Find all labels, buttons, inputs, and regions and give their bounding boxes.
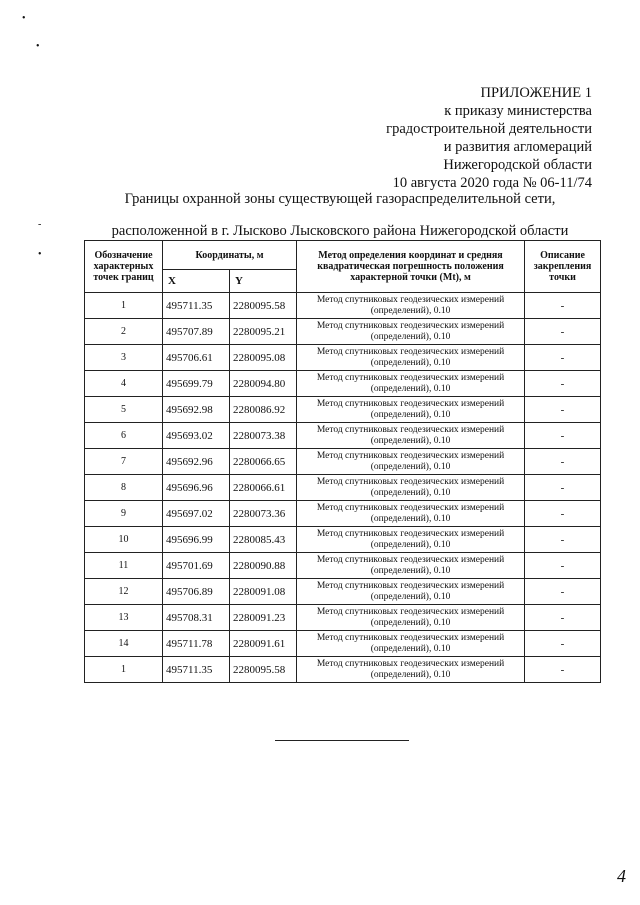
y-cell: 2280066.65: [230, 449, 297, 475]
method-cell: Метод спутниковых геодезических измерений (определений), 0.10: [297, 501, 525, 527]
table-row: [85, 371, 601, 397]
y-cell: 2280066.61: [230, 475, 297, 501]
header-y: Y: [230, 270, 297, 293]
point-cell: 11: [85, 553, 163, 579]
table-row: [85, 345, 601, 371]
x-cell: 495711.35: [163, 657, 230, 683]
point-cell: 1: [85, 657, 163, 683]
y-cell: 2280095.21: [230, 319, 297, 345]
x-cell: 495696.96: [163, 475, 230, 501]
y-cell: 2280091.23: [230, 605, 297, 631]
fixing-cell: -: [525, 527, 601, 553]
x-cell: 495693.02: [163, 423, 230, 449]
header-fixing: Описание закрепления точки: [525, 241, 601, 293]
x-cell: 495706.89: [163, 579, 230, 605]
method-cell: Метод спутниковых геодезических измерений (определений), 0.10: [297, 475, 525, 501]
appendix-line: ПРИЛОЖЕНИЕ 1: [480, 85, 592, 101]
appendix-line: градостроительной деятельности: [386, 121, 592, 137]
x-cell: 495699.79: [163, 371, 230, 397]
x-cell: 495701.69: [163, 553, 230, 579]
point-cell: 12: [85, 579, 163, 605]
y-cell: 2280095.08: [230, 345, 297, 371]
fixing-cell: -: [525, 501, 601, 527]
fixing-cell: -: [525, 579, 601, 605]
x-cell: 495706.61: [163, 345, 230, 371]
x-cell: 495707.89: [163, 319, 230, 345]
point-cell: 8: [85, 475, 163, 501]
x-cell: 495711.35: [163, 293, 230, 319]
method-cell: Метод спутниковых геодезических измерений (определений), 0.10: [297, 657, 525, 683]
fixing-cell: -: [525, 657, 601, 683]
fixing-cell: -: [525, 631, 601, 657]
table-row: [85, 449, 601, 475]
fixing-cell: -: [525, 475, 601, 501]
table-row: [85, 605, 601, 631]
scan-dot: -: [38, 219, 42, 230]
header-designation: Обозначение характерных точек границ: [85, 241, 163, 293]
appendix-line: Нижегородской области: [443, 157, 592, 173]
table-row: [85, 579, 601, 605]
coordinates-table: [84, 240, 601, 683]
x-cell: 495692.98: [163, 397, 230, 423]
header-method: Метод определения координат и средняя квадратическая погрешность положения характерной точки (Mt), м: [297, 241, 525, 293]
point-cell: 7: [85, 449, 163, 475]
fixing-cell: -: [525, 449, 601, 475]
method-cell: Метод спутниковых геодезических измерений (определений), 0.10: [297, 293, 525, 319]
method-cell: Метод спутниковых геодезических измерений (определений), 0.10: [297, 579, 525, 605]
point-cell: 14: [85, 631, 163, 657]
y-cell: 2280091.61: [230, 631, 297, 657]
title-line: расположенной в г. Лысково Лысковского района Нижегородской области: [111, 223, 569, 239]
y-cell: 2280090.88: [230, 553, 297, 579]
fixing-cell: -: [525, 553, 601, 579]
fixing-cell: -: [525, 605, 601, 631]
point-cell: 5: [85, 397, 163, 423]
point-cell: 4: [85, 371, 163, 397]
method-cell: Метод спутниковых геодезических измерений (определений), 0.10: [297, 553, 525, 579]
x-cell: 495711.78: [163, 631, 230, 657]
method-cell: Метод спутниковых геодезических измерений (определений), 0.10: [297, 605, 525, 631]
table-row: [85, 397, 601, 423]
method-cell: Метод спутниковых геодезических измерений (определений), 0.10: [297, 631, 525, 657]
header-x: X: [163, 270, 230, 293]
document-title: [60, 190, 620, 240]
appendix-line: к приказу министерства: [444, 103, 592, 119]
point-cell: 13: [85, 605, 163, 631]
scan-dot: •: [22, 13, 26, 24]
y-cell: 2280095.58: [230, 293, 297, 319]
method-cell: Метод спутниковых геодезических измерений (определений), 0.10: [297, 449, 525, 475]
title-line: Границы охранной зоны существующей газораспределительной сети,: [124, 191, 556, 207]
page-mark: 4: [617, 866, 626, 886]
table-body: [85, 293, 601, 683]
fixing-cell: -: [525, 345, 601, 371]
table-row: [85, 501, 601, 527]
y-cell: 2280094.80: [230, 371, 297, 397]
appendix-header: [386, 84, 592, 192]
fixing-cell: -: [525, 319, 601, 345]
fixing-cell: -: [525, 293, 601, 319]
scan-dot: •: [38, 249, 42, 260]
y-cell: 2280073.38: [230, 423, 297, 449]
y-cell: 2280091.08: [230, 579, 297, 605]
point-cell: 2: [85, 319, 163, 345]
x-cell: 495697.02: [163, 501, 230, 527]
table-row: [85, 553, 601, 579]
table-row: [85, 293, 601, 319]
y-cell: 2280085.43: [230, 527, 297, 553]
method-cell: Метод спутниковых геодезических измерений (определений), 0.10: [297, 371, 525, 397]
scan-dot: •: [36, 41, 40, 52]
table-row: [85, 423, 601, 449]
point-cell: 9: [85, 501, 163, 527]
point-cell: 1: [85, 293, 163, 319]
point-cell: 3: [85, 345, 163, 371]
appendix-line: и развития агломераций: [443, 139, 592, 155]
method-cell: Метод спутниковых геодезических измерений (определений), 0.10: [297, 397, 525, 423]
method-cell: Метод спутниковых геодезических измерений (определений), 0.10: [297, 319, 525, 345]
method-cell: Метод спутниковых геодезических измерений (определений), 0.10: [297, 423, 525, 449]
point-cell: 10: [85, 527, 163, 553]
point-cell: 6: [85, 423, 163, 449]
table-row: [85, 657, 601, 683]
y-cell: 2280095.58: [230, 657, 297, 683]
table-row: [85, 319, 601, 345]
signature-line: [275, 740, 409, 741]
fixing-cell: -: [525, 397, 601, 423]
fixing-cell: -: [525, 423, 601, 449]
y-cell: 2280073.36: [230, 501, 297, 527]
fixing-cell: -: [525, 371, 601, 397]
y-cell: 2280086.92: [230, 397, 297, 423]
header-coordinates: Координаты, м: [163, 241, 297, 270]
table-row: [85, 527, 601, 553]
appendix-line: 10 августа 2020 года № 06-11/74: [392, 175, 592, 191]
method-cell: Метод спутниковых геодезических измерений (определений), 0.10: [297, 345, 525, 371]
x-cell: 495708.31: [163, 605, 230, 631]
x-cell: 495692.96: [163, 449, 230, 475]
x-cell: 495696.99: [163, 527, 230, 553]
table-row: [85, 475, 601, 501]
method-cell: Метод спутниковых геодезических измерений (определений), 0.10: [297, 527, 525, 553]
table-row: [85, 631, 601, 657]
